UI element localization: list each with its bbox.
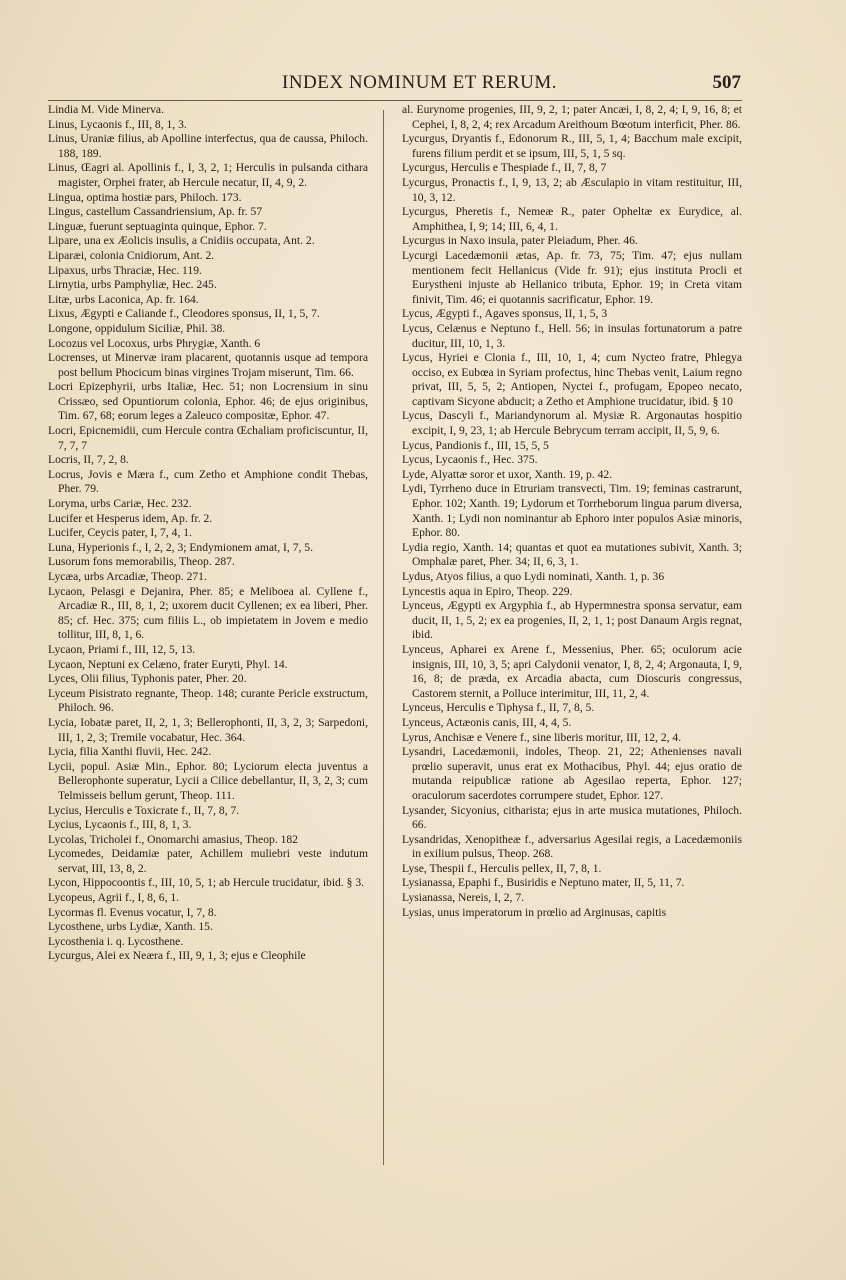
index-entry: Lycurgus, Herculis e Thespiade f., II, 7, 8, 7: [402, 161, 607, 175]
index-entry: Lynceus, Ægypti ex Argyphia f., ab Hypermnestra sponsa servatur, eam ducit, II, 1, 5, 2; ex ea progenies, II, 2, 1, 1; post Danaum Argis regnat, ibid.: [402, 599, 742, 642]
index-entry: Lycurgi Lacedæmonii ætas, Ap. fr. 73, 75; Tim. 47; ejus nullam mentionem fecit Hellanicus (Vide fr. 91); ejus instituta Procli et Eurysthenі injuste ab Hellanico tributa, Ephor. 19; in Creta vitam finivit, Tim. 46; ei quotannis sacrificatur, Ephor. 19.: [402, 248, 742, 306]
index-entry: Lydia regio, Xanth. 14; quantas et quot ea mutationes subivit, Xanth. 3; Omphalæ paret, Pher. 34; II, 6, 3, 1.: [402, 540, 742, 569]
index-entry: Lipaxus, urbs Thraciæ, Hec. 119.: [48, 263, 202, 277]
index-entry: Locri, Epicnemidii, cum Hercule contra Œchaliam proficiscuntur, II, 7, 7, 7: [48, 424, 368, 452]
index-entry: Lusorum fons memorabilis, Theop. 287.: [48, 555, 235, 569]
index-entry: Lycurgus, Dryantis f., Edonorum R., III, 5, 1, 4; Bacchum male excipit, furens filium perdit et se ipsum, III, 5, 1, 5 sq.: [402, 132, 742, 160]
header-rule: [48, 100, 742, 101]
index-entry: Linus, Lycaonis f., III, 8, 1, 3.: [48, 117, 187, 131]
index-entry: Lirnytia, urbs Pamphyliæ, Hec. 245.: [48, 278, 217, 292]
index-entry: Loryma, urbs Cariæ, Hec. 232.: [48, 497, 192, 511]
index-entry: Lydus, Atyos filius, a quo Lydi nominati, Xanth. 1, p. 36: [402, 570, 665, 583]
index-entry: Lycaon, Priami f., III, 12, 5, 13.: [48, 642, 196, 656]
index-entry: Lycii, popul. Asiæ Min., Ephor. 80; Lyciorum electa juventus a Bellerophonte superatur, Lycii a Cilice debellantur, II, 3, 2, 3; cum Telmisseis bellum gerunt, Theop. 111.: [48, 759, 368, 802]
index-entry: Lycurgus, Pronactis f., I, 9, 13, 2; ab Æsculapio in vitam restituitur, III, 10, 3, 12.: [402, 175, 742, 204]
index-entry: Linus, Œagri al. Apollinis f., I, 3, 2, 1; Herculis in pulsanda cithara magister, Orphei frater, ab Hercule necatur, II, 4, 9, 2.: [48, 161, 368, 189]
index-entry: Lycaon, Pelasgi e Dejanira, Pher. 85; e Meliboea al. Cyllene f., Arcadiæ R., III, 8, 1, 2; uxorem ducit Cyllenen; ex ea liberi, Pher. 85; cf. Hec. 375; cum filiis L., ob impietatem in Jovem e medio tollitur, III, 8, 1, 6.: [48, 584, 368, 642]
index-entry: Lycopeus, Agrii f., I, 8, 6, 1.: [48, 891, 180, 905]
index-entry: Lixus, Ægypti e Caliande f., Cleodores sponsus, II, 1, 5, 7.: [48, 307, 320, 321]
index-entry: Liparæi, colonia Cnidiorum, Ant. 2.: [48, 248, 215, 262]
running-title: INDEX NOMINUM ET RERUM.: [282, 72, 558, 93]
index-entry: Lynceus, Apharei ex Arene f., Messenius, Pher. 65; oculorum acie insignis, III, 10, 3, 5; apri Calydonii venator, I, 8, 2, 4; Argonauta, I, 9, 16, 8; de præda, ex Arcadia abacta, cum Dioscuris congressus, Castorem sternit, a Polluce interimitur, III, 11, 2, 4.: [402, 642, 742, 700]
index-entry: Lynceus, Actæonis canis, III, 4, 4, 5.: [402, 715, 572, 729]
index-entry: Lycus, Celænus e Neptuno f., Hell. 56; in insulas fortunatorum a patre ducitur, III, 10, 1, 3.: [402, 321, 742, 350]
index-entry: Lycus, Lycaonis f., Hec. 375.: [402, 453, 538, 467]
index-entry: Lysianassa, Nereis, I, 2, 7.: [402, 891, 525, 905]
index-entry: Lysianassa, Epaphi f., Busiridis e Neptuno mater, II, 5, 11, 7.: [402, 876, 685, 890]
index-entry: Lydi, Tyrrheno duce in Etruriam transvecti, Tim. 19; feminas castrarunt, Ephor. 102; Xanth. 19; Lydorum et Torrheborum lingua parum diversa, Xanth. 1; Lydi non nominantur ab Ephoro inter populos Asiæ minoris, Ephor. 80.: [402, 482, 742, 540]
index-entry: Lyces, Olii filius, Typhonis pater, Pher. 20.: [48, 672, 247, 686]
index-entry: Lingua, optima hostiæ pars, Philoch. 173.: [48, 190, 242, 204]
index-entry: Longone, oppidulum Siciliæ, Phil. 38.: [48, 321, 226, 335]
index-entry: Lysias, unus imperatorum in prœlio ad Arginusas, capitis: [402, 905, 667, 919]
index-entry: Lucifer, Ceycis pater, I, 7, 4, 1.: [48, 526, 192, 540]
index-entry: Lycia, Iobatæ paret, II, 2, 1, 3; Bellerophonti, II, 3, 2, 3; Sarpedoni, III, 1, 2, 3; Tremile vocabatur, Hec. 364.: [48, 715, 368, 744]
index-entry: Lycius, Herculis e Toxicrate f., II, 7, 8, 7.: [48, 803, 240, 817]
index-entry: Lipare, una ex Æolicis insulis, a Cnidiis occupata, Ant. 2.: [48, 234, 315, 248]
index-entry: Locri Epizephyrii, urbs Italiæ, Hec. 51; non Locrensium in sinu Crissæo, sed Opuntiorum colonia, Ephor. 46; de ejus originibus, Tim. 67, 68; eorum leges a Zaleuco compositæ, Ephor. 47.: [48, 380, 368, 423]
column-divider: [383, 110, 384, 1165]
index-entry: Lyse, Thespii f., Herculis pellex, II, 7, 8, 1.: [402, 861, 602, 875]
index-entry: Lycus, Hyriei e Clonia f., III, 10, 1, 4; cum Nycteo fratre, Phlegya occiso, ex Eubœa in Syriam profectus, hinc Thebas venit, Laium regno privat, III, 5, 5, 2; Antiopen, Nyctei f., profugam, Epopeo necato, captivam Sicyone abducit; a Zetho et Amphione trucidatur, ibid. § 10: [402, 351, 742, 408]
index-entry: Lyrus, Anchisæ e Venere f., sine liberis moritur, III, 12, 2, 4.: [402, 730, 682, 744]
right-column: [402, 103, 742, 920]
index-entry: Lycormas fl. Evenus vocatur, I, 7, 8.: [48, 905, 217, 919]
index-entry: Lycaon, Neptuni ex Celæno, frater Euryti, Phyl. 14.: [48, 657, 288, 671]
index-entry: Lycurgus in Naxo insula, pater Pleiadum, Pher. 46.: [402, 234, 638, 248]
index-entry: Lycæa, urbs Arcadiæ, Theop. 271.: [48, 570, 207, 583]
index-entry: Locris, II, 7, 2, 8.: [48, 453, 129, 467]
index-entry: Lycurgus, Pheretis f., Nemeæ R., pater Opheltæ ex Eurydice, al. Amphithea, I, 9; 14; III, 6, 4, 1.: [402, 205, 742, 233]
index-entry: Locrenses, ut Minervæ iram placarent, quotannis usque ad tempora post bellum Phocicum binas virgines Trojam miserunt, Tim. 66.: [48, 351, 368, 379]
index-entry: Linus, Uraniæ filius, ab Apolline interfectus, qua de caussa, Philoch. 188, 189.: [48, 132, 368, 160]
index-entry: Lycus, Pandionis f., III, 15, 5, 5: [402, 438, 549, 452]
index-entry: Lycius, Lycaonis f., III, 8, 1, 3.: [48, 818, 192, 832]
index-entry: Lynceus, Herculis e Tiphysa f., II, 7, 8, 5.: [402, 701, 595, 715]
index-entry: Litæ, urbs Laconica, Ap. fr. 164.: [48, 292, 199, 306]
index-entry: Lycus, Dascyli f., Mariandynorum al. Mysiæ R. Argonautas hospitio excipit, I, 9, 23, 1; ab Hercule Bebrycum terram accipit, II, 5, 9, 6.: [402, 409, 742, 438]
index-entry: Lyde, Alyattæ soror et uxor, Xanth. 19, p. 42.: [402, 467, 613, 481]
index-entry: Lyceum Pisistrato regnante, Theop. 148; curante Pericle exstructum, Philoch. 96.: [48, 686, 368, 715]
page-header: [0, 72, 846, 102]
index-entry: Lycurgus, Alei ex Neæra f., III, 9, 1, 3; ejus e Cleophile: [48, 949, 306, 963]
index-entry: Lysander, Sicyonius, citharista; ejus in arte musica mutationes, Philoch. 66.: [402, 803, 742, 832]
index-entry: Lycomedes, Deidamiæ pater, Achillem muliebri veste indutum servat, III, 13, 8, 2.: [48, 847, 368, 875]
index-entry: Locrus, Jovis e Mæra f., cum Zetho et Amphione condit Thebas, Pher. 79.: [48, 467, 368, 496]
index-entry: Lycolas, Tricholei f., Onomarchi amasius, Theop. 182: [48, 832, 298, 846]
index-entry: Lycon, Hippocoontis f., III, 10, 5, 1; ab Hercule trucidatur, ibid. § 3.: [48, 876, 365, 890]
index-entry: Locozus vel Locoxus, urbs Phrygiæ, Xanth. 6: [48, 336, 261, 350]
index-entry: al. Eurynome progenies, III, 9, 2, 1; pater Ancæi, I, 8, 2, 4; I, 9, 16, 8; et Cephei, I, 8, 2, 4; rex Arcadum Areithoum Bœotum interficit, Pher. 86.: [402, 103, 742, 131]
index-entry: Lindia M. Vide Minerva.: [48, 103, 164, 116]
index-entry: Lysandridas, Xenopitheæ f., adversarius Agesilai regis, a Lacedæmoniis in exilium pulsus, Theop. 268.: [402, 832, 742, 861]
index-entry: Lycosthene, urbs Lydiæ, Xanth. 15.: [48, 920, 213, 934]
index-entry: Lycus, Ægypti f., Agaves sponsus, II, 1, 5, 3: [402, 307, 608, 321]
index-entry: Lycia, filia Xanthi fluvii, Hec. 242.: [48, 745, 212, 759]
index-entry: Linguæ, fuerunt septuaginta quinque, Ephor. 7.: [48, 219, 267, 233]
index-entry: Lingus, castellum Cassandriensium, Ap. fr. 57: [48, 205, 263, 219]
index-entry: Lysandri, Lacedæmonii, indoles, Theop. 21, 22; Athenienses navali prœlio superavit, unus erat ex Mothacibus, Phyl. 44; ejus oratio de mutanda reipublicæ ratione ab Agesilao reperta, Ephor. 127; oraculorum sacerdotes corrumpere studet, Ephor. 127.: [402, 745, 742, 802]
left-column: [48, 103, 368, 964]
index-entry: Lycosthenia i. q. Lycosthene.: [48, 934, 184, 948]
page-number: 507: [712, 72, 741, 93]
index-entry: Lyncestis aqua in Epiro, Theop. 229.: [402, 584, 573, 598]
index-entry: Luna, Hyperionis f., I, 2, 2, 3; Endymionem amat, I, 7, 5.: [48, 540, 313, 554]
index-entry: Lucifer et Hesperus idem, Ap. fr. 2.: [48, 511, 213, 525]
